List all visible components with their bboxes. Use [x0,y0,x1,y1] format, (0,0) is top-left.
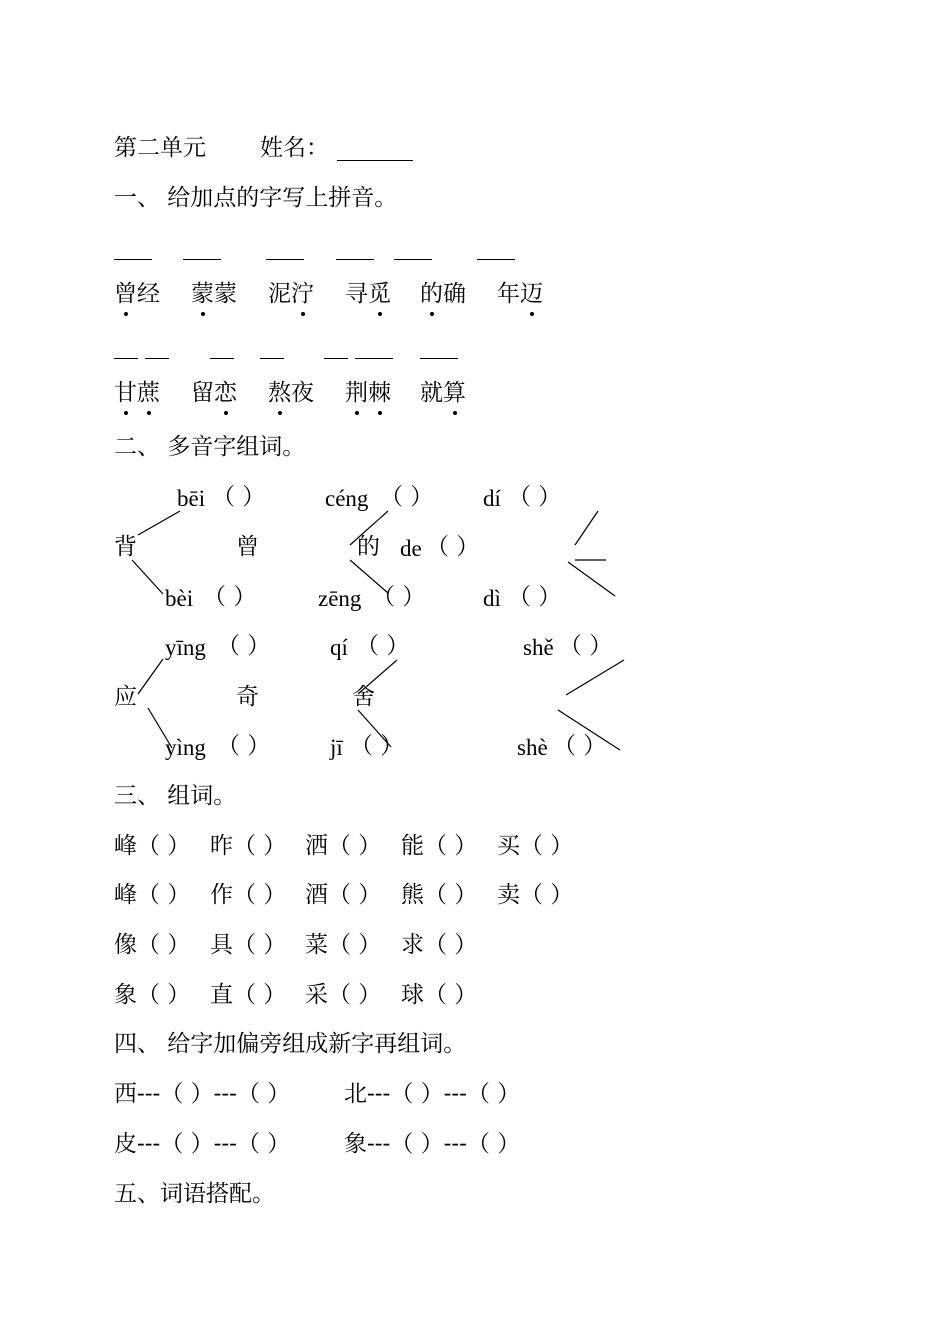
word-group-item [401,835,477,858]
base-char: 皮 [114,1131,137,1157]
base-char: 作 [210,882,233,908]
base-char: 球 [401,982,424,1008]
word-liulian: 留恋 [191,380,237,406]
char-de: 的 [357,534,380,560]
base-char: 能 [401,833,424,859]
paren[interactable]: （ ） [212,484,266,510]
word-group-item [210,934,286,957]
answer-paren[interactable]: （ ） [137,982,191,1008]
char-qi: 奇 [236,684,259,710]
base-char: 象 [114,982,137,1008]
word-group-item [401,934,477,957]
answer-paren[interactable]: （ ） [137,932,191,958]
pinyin-zeng1: zēng [318,586,362,611]
char-ying: 应 [114,684,137,710]
answer-paren[interactable]: （ ） [233,982,287,1008]
answer-paren[interactable]: （ ） [520,882,574,908]
base-char: 熊 [401,882,424,908]
answer-paren[interactable]: （ ） [233,882,287,908]
answer-paren[interactable]: （ ） [520,833,574,859]
answer-paren[interactable]: （ ） [424,932,478,958]
section-1-title: 一、 给加点的字写上拼音。 [114,185,398,211]
answer-paren[interactable]: （ ） [160,1131,214,1157]
paren[interactable]: （ ） [350,733,404,759]
base-char: 象 [344,1131,367,1157]
base-char: 北 [344,1081,367,1107]
answer-paren[interactable]: （ ） [424,833,478,859]
pinyin-de: de [400,536,422,561]
word-group-item [401,884,477,907]
paren[interactable]: （ ） [372,584,426,610]
base-char: 西 [114,1081,137,1107]
paren[interactable]: （ ） [553,733,607,759]
word-nianmai: 年迈 [497,281,543,307]
word-aoye: 熬夜 [268,380,314,406]
char-ceng: 曾 [236,534,259,560]
section-2-title: 二、 多音字组词。 [114,434,306,460]
base-char: 昨 [210,833,233,859]
base-char: 买 [497,833,520,859]
pinyin-di4: dì [483,586,501,611]
answer-paren[interactable]: （ ） [466,1131,521,1157]
paren[interactable]: （ ） [217,733,271,759]
word-group-item [497,884,573,907]
section-4-title: 四、 给字加偏旁组成新字再组词。 [114,1031,467,1057]
word-jiusuan: 就算 [420,380,466,406]
answer-paren[interactable]: （ ） [233,932,287,958]
paren[interactable]: （ ） [559,633,613,659]
answer-paren[interactable]: （ ） [160,1081,214,1107]
pinyin-ying4: yìng [165,735,206,760]
unit-title: 第二单元 [114,135,206,161]
word-dique: 的确 [420,281,466,307]
word-group-item [114,984,190,1007]
pinyin-ceng2: céng [325,486,369,511]
word-group-item [210,884,286,907]
pinyin-di2: dí [483,486,501,511]
word-mengmeng: 蒙蒙 [191,281,237,307]
word-zengjing: 曾经 [114,281,160,307]
answer-paren[interactable]: （ ） [137,882,191,908]
word-jingji: 荆棘 [345,380,391,406]
pinyin-she3: shě [523,635,554,660]
paren[interactable]: （ ） [508,584,562,610]
answer-paren[interactable]: （ ） [233,833,287,859]
base-char: 峰 [114,833,137,859]
pinyin-bei4: bèi [165,586,194,611]
word-group-item [114,884,190,907]
char-bei: 背 [114,534,137,560]
base-char: 求 [401,932,424,958]
answer-paren[interactable]: （ ） [424,982,478,1008]
base-char: 洒 [305,833,328,859]
answer-paren[interactable]: （ ） [328,833,382,859]
answer-paren[interactable]: （ ） [390,1131,444,1157]
paren[interactable]: （ ） [380,484,434,510]
section-3-title: 三、 组词。 [114,783,237,809]
answer-paren[interactable]: （ ） [236,1131,291,1157]
word-group-item [210,984,286,1007]
word-xunmi: 寻觅 [345,281,391,307]
word-group-item [305,835,381,858]
paren[interactable]: （ ） [217,633,271,659]
base-char: 卖 [497,882,520,908]
word-group-item [210,835,286,858]
word-group-item [305,884,381,907]
pinyin-she4: shè [517,735,548,760]
base-char: 具 [210,932,233,958]
base-char: 像 [114,932,137,958]
answer-paren[interactable]: （ ） [236,1081,291,1107]
answer-paren[interactable]: （ ） [328,882,382,908]
base-char: 采 [305,982,328,1008]
answer-paren[interactable]: （ ） [424,882,478,908]
name-label: 姓名： [260,135,329,161]
answer-paren[interactable]: （ ） [137,833,191,859]
paren[interactable]: （ ） [203,584,257,610]
char-she: 舍 [352,684,375,710]
word-ningning: 泥泞 [268,281,314,307]
paren[interactable]: （ ） [508,484,562,510]
base-char: 峰 [114,882,137,908]
radical-row: 皮---（ ）---（ ） [114,1131,291,1157]
pinyin-bei1: bēi [177,486,206,511]
base-char: 菜 [305,932,328,958]
word-group-item [497,835,573,858]
base-char: 酒 [305,882,328,908]
answer-paren[interactable]: （ ） [466,1081,521,1107]
paren[interactable]: （ ） [426,534,480,560]
word-group-item [305,934,381,957]
pinyin-ji1: jī [330,735,343,760]
section-5-title: 五、词语搭配。 [114,1181,275,1207]
answer-paren[interactable]: （ ） [328,932,382,958]
base-char: 直 [210,982,233,1008]
word-group-item [305,984,381,1007]
answer-paren[interactable]: （ ） [328,982,382,1008]
pinyin-ying1: yīng [165,635,206,660]
answer-paren[interactable]: （ ） [390,1081,444,1107]
pinyin-qi2: qí [330,635,348,660]
word-ganzhe: 甘蔗 [114,380,160,406]
radical-row: 西---（ ）---（ ） [114,1081,291,1107]
radical-row: 北---（ ）---（ ） [344,1081,521,1107]
word-group-item [114,934,190,957]
word-group-item [401,984,477,1007]
radical-row: 象---（ ）---（ ） [344,1131,521,1157]
paren[interactable]: （ ） [356,633,410,659]
word-group-item [114,835,190,858]
